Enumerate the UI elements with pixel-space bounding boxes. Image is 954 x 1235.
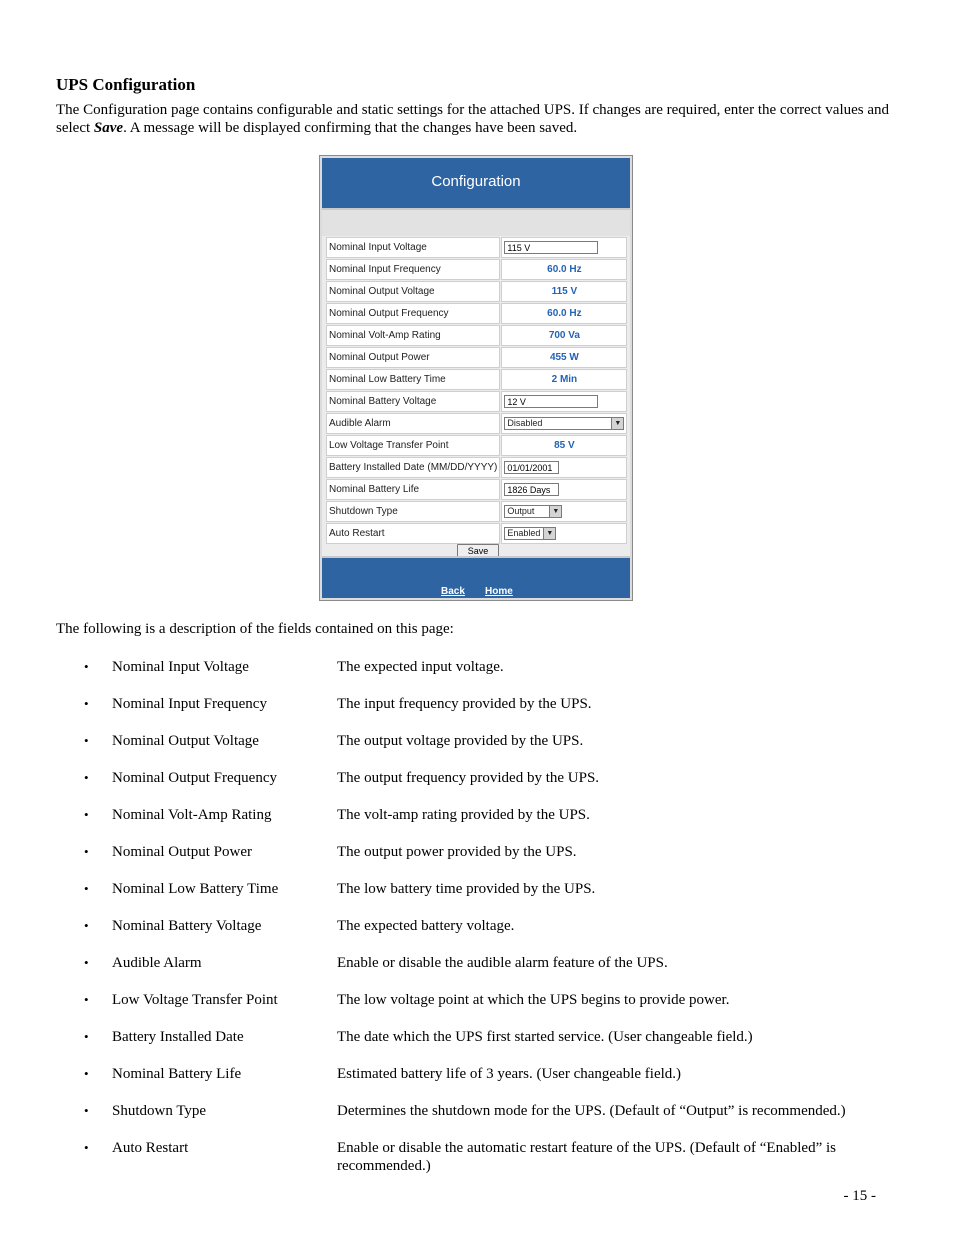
config-row-label: Nominal Battery Life [326,479,500,500]
bullet-icon: • [84,1066,89,1081]
field-name: Nominal Volt-Amp Rating [112,807,272,823]
field-description: Enable or disable the audible alarm feature of the UPS. [337,955,668,971]
list-item [56,806,896,843]
config-row [326,435,627,456]
field-description: The expected battery voltage. [337,918,515,934]
config-text-input[interactable]: 12 V [504,395,598,408]
chevron-down-icon[interactable]: ▼ [549,506,561,517]
page-number: - 15 - [843,1188,876,1204]
config-row-value-cell [501,501,627,522]
config-row-label: Nominal Output Voltage [326,281,500,302]
config-text-input[interactable]: 115 V [504,241,598,254]
config-row [326,325,627,346]
config-row-label: Audible Alarm [326,413,500,434]
configuration-title: Configuration [322,158,630,210]
field-name: Nominal Output Power [112,844,252,860]
config-row-label: Low Voltage Transfer Point [326,435,500,456]
field-description: Estimated battery life of 3 years. (User changeable field.) [337,1066,682,1082]
field-description-list [56,658,896,1176]
bullet-icon: • [84,696,89,711]
field-name: Nominal Input Voltage [112,659,249,675]
config-row-label: Shutdown Type [326,501,500,522]
chevron-down-icon[interactable]: ▼ [543,528,555,539]
bullet-icon: • [84,1029,89,1044]
field-description: The input frequency provided by the UPS. [337,696,592,712]
config-row-value-cell [501,457,627,478]
config-text-input[interactable]: 1826 Days [504,483,559,496]
config-text-input[interactable]: 01/01/2001 [504,461,559,474]
description-intro: The following is a description of the fields contained on this page: [56,621,454,637]
config-row [326,347,627,368]
field-description: The expected input voltage. [337,659,504,675]
config-row [326,259,627,280]
config-row-static-value: 85 V [501,435,627,456]
field-name: Battery Installed Date [112,1029,244,1045]
bullet-icon: • [84,807,89,822]
list-item [56,658,896,695]
config-row [326,369,627,390]
config-select[interactable] [504,417,624,430]
config-row-static-value: 2 Min [501,369,627,390]
field-description: The volt-amp rating provided by the UPS. [337,807,590,823]
field-name: Nominal Battery Voltage [112,918,262,934]
field-name: Nominal Output Voltage [112,733,259,749]
bullet-icon: • [84,918,89,933]
config-row-label: Battery Installed Date (MM/DD/YYYY) [326,457,500,478]
config-row [326,523,627,544]
config-row-static-value: 700 Va [501,325,627,346]
field-description: Determines the shutdown mode for the UPS. (Default of “Output” is recommended.) [337,1103,846,1119]
config-row [326,281,627,302]
config-row [326,303,627,324]
config-row [326,391,627,412]
config-row [326,413,627,434]
config-select-value: Enabled [507,528,541,538]
field-name: Low Voltage Transfer Point [112,992,278,1008]
configuration-band [322,210,630,236]
list-item [56,732,896,769]
config-row-value-cell [501,479,627,500]
configuration-screenshot [319,155,633,601]
field-name: Shutdown Type [112,1103,207,1119]
bullet-icon: • [84,844,89,859]
field-description: The output frequency provided by the UPS. [337,770,600,786]
field-name: Audible Alarm [112,955,202,971]
config-row-label: Nominal Input Voltage [326,237,500,258]
config-row-value-cell [501,523,627,544]
field-description: The low battery time provided by the UPS. [337,881,596,897]
config-row [326,501,627,522]
config-select[interactable] [504,505,562,518]
field-description: The date which the UPS first started service. (User changeable field.) [337,1029,753,1045]
list-item [56,954,896,991]
list-item [56,880,896,917]
config-row [326,237,627,258]
bullet-icon: • [84,881,89,896]
back-link[interactable]: Back [441,586,465,597]
bullet-icon: • [84,992,89,1007]
home-link[interactable]: Home [485,586,513,597]
field-name: Auto Restart [112,1140,189,1156]
config-select-value: Output [507,506,535,516]
config-row-value-cell [501,237,627,258]
list-item [56,695,896,732]
bullet-icon: • [84,770,89,785]
field-name: Nominal Battery Life [112,1066,242,1082]
save-button[interactable]: Save [457,544,499,558]
configuration-footer [322,556,630,598]
config-row-static-value: 455 W [501,347,627,368]
list-item [56,1102,896,1139]
page-heading: UPS Configuration [56,75,196,94]
intro-text-before: The Configuration page contains configurable and static settings for the attached UPS. If changes are required, enter the correct values and select [56,102,890,136]
chevron-down-icon[interactable]: ▼ [611,418,623,429]
intro-save-word: Save [93,120,124,136]
config-row [326,479,627,500]
config-row-label: Nominal Low Battery Time [326,369,500,390]
config-row-label: Nominal Input Frequency [326,259,500,280]
field-description: Enable or disable the automatic restart feature of the UPS. (Default of “Enabled” is recommended.) [337,1140,836,1174]
config-row-static-value: 60.0 Hz [501,303,627,324]
config-row-static-value: 60.0 Hz [501,259,627,280]
list-item [56,1065,896,1102]
list-item [56,769,896,806]
field-description: The low voltage point at which the UPS begins to provide power. [337,992,730,1008]
config-row-label: Nominal Output Power [326,347,500,368]
config-row [326,457,627,478]
field-description: The output power provided by the UPS. [337,844,577,860]
config-row-static-value: 115 V [501,281,627,302]
list-item [56,1139,896,1176]
config-row-value-cell [501,391,627,412]
config-row-label: Nominal Battery Voltage [326,391,500,412]
bullet-icon: • [84,955,89,970]
configuration-table [325,236,628,545]
field-name: Nominal Input Frequency [112,696,267,712]
list-item [56,843,896,880]
bullet-icon: • [84,1140,89,1155]
list-item [56,991,896,1028]
list-item [56,917,896,954]
config-row-label: Nominal Output Frequency [326,303,500,324]
bullet-icon: • [84,1103,89,1118]
config-row-value-cell [501,413,627,434]
config-row-label: Nominal Volt-Amp Rating [326,325,500,346]
field-name: Nominal Output Frequency [112,770,277,786]
config-select[interactable] [504,527,556,540]
bullet-icon: • [84,733,89,748]
intro-text-after: . A message will be displayed confirming that the changes have been saved. [123,120,578,136]
config-select-value: Disabled [507,418,543,428]
config-row-label: Auto Restart [326,523,500,544]
intro-paragraph [56,101,896,137]
list-item [56,1028,896,1065]
bullet-icon: • [84,659,89,674]
field-name: Nominal Low Battery Time [112,881,279,897]
field-description: The output voltage provided by the UPS. [337,733,584,749]
